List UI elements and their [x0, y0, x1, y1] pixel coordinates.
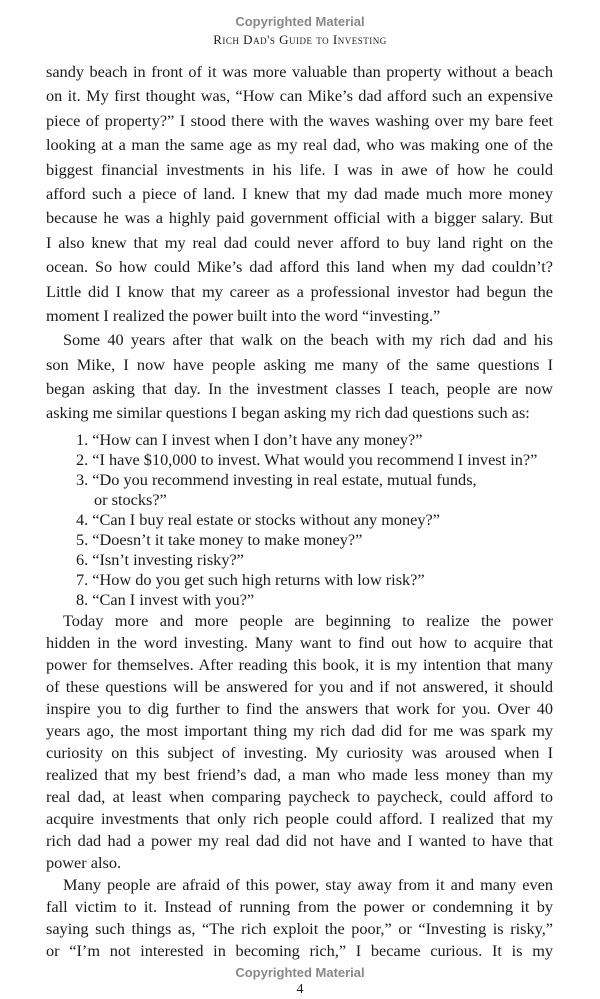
- copyright-watermark-bottom: Copyrighted Material: [235, 965, 365, 980]
- page-body: [46, 60, 553, 962]
- text-line: Little did I know that my career as a professional investor had begun the: [46, 281, 553, 301]
- list-item: 5. “Doesn’t it take money to make money?”: [76, 529, 363, 549]
- page-number: 4: [296, 982, 304, 997]
- text-line: asking me similar questions I began asking my rich dad questions such as:: [46, 403, 530, 423]
- text-line: sandy beach in front of it was more valuable than property without a beach: [46, 62, 553, 81]
- list-item: 1. “How can I invest when I don’t have any money?”: [76, 429, 423, 449]
- text-line: years ago, the most important thing my rich dad did for me was spark my: [46, 720, 553, 740]
- list-item: 3. “Do you recommend investing in real estate, mutual funds,: [76, 469, 477, 489]
- text-line: or “I’m not interested in becoming rich,” I became curious. It is my: [46, 940, 553, 960]
- list-item: 2. “I have $10,000 to invest. What would you recommend I invest in?”: [76, 449, 538, 469]
- paragraph: [46, 328, 553, 426]
- list-item: 4. “Can I buy real estate or stocks without any money?”: [76, 509, 440, 529]
- text-line: piece of property?” I stood there with the waves washing over my bare feet: [46, 110, 553, 130]
- list-item: or stocks?”: [94, 489, 167, 509]
- text-line: power also.: [46, 852, 122, 872]
- text-line: moment I realized the power built into the word “investing.”: [46, 305, 441, 325]
- paragraph: [46, 874, 553, 962]
- paragraph: [46, 610, 553, 874]
- text-line: ocean. So how could Mike’s dad afford this land when my dad couldn’t?: [46, 257, 553, 277]
- text-line: Some 40 years after that walk on the beach with my rich dad and his: [63, 330, 553, 350]
- text-line: of these questions will be answered for you and if not answered, it should: [46, 676, 553, 696]
- paragraphs-before: [46, 60, 553, 426]
- text-line: Many people are afraid of this power, stay away from it and many even: [63, 874, 553, 894]
- paragraphs-after: [46, 610, 553, 962]
- list-item: 8. “Can I invest with you?”: [76, 589, 255, 609]
- text-line: on it. My first thought was, “How can Mike’s dad afford such an expensive: [46, 86, 553, 106]
- running-head: Rich Dad's Guide to Investing: [213, 32, 387, 47]
- list-item: 6. “Isn’t investing risky?”: [76, 549, 244, 569]
- text-line: realized that my best friend’s dad, a man who made less money than my: [46, 764, 553, 784]
- list-item: 7. “How do you get such high returns with low risk?”: [76, 569, 425, 589]
- text-line: because he was a highly paid government official with a bigger salary. But: [46, 208, 553, 228]
- text-line: saying such things as, “The rich exploit the poor,” or “Investing is risky,”: [46, 918, 553, 938]
- text-line: hidden in the word investing. Many want to find out how to acquire that: [46, 632, 553, 652]
- paragraph: [46, 60, 553, 328]
- text-line: looking at a man the same age as my real dad, who was making one of the: [46, 135, 553, 155]
- text-line: Today more and more people are beginning to realize the power: [63, 610, 553, 630]
- copyright-watermark-top: Copyrighted Material: [235, 14, 365, 29]
- text-line: fall victim to it. Instead of running from the power or condemning it by: [46, 896, 553, 916]
- text-line: curiosity on this subject of investing. My curiosity was aroused when I: [46, 742, 553, 762]
- text-line: son Mike, I now have people asking me many of the same questions I: [46, 354, 553, 374]
- text-line: afford such a piece of land. I knew that my dad made much more money: [46, 183, 553, 203]
- text-line: inspire you to dig further to find the answers that work for you. Over 40: [46, 698, 553, 718]
- question-list: [46, 430, 553, 610]
- text-line: rich dad had a power my real dad did not have and I wanted to have that: [46, 830, 553, 850]
- text-line: acquire investments that only rich people could afford. I realized that my: [46, 808, 553, 828]
- text-line: began asking that day. In the investment classes I teach, people are now: [46, 379, 553, 399]
- text-line: I also knew that my real dad could never afford to buy land right on the: [46, 232, 553, 252]
- text-line: biggest financial investments in his life. I was in awe of how he could: [46, 159, 553, 179]
- text-line: real dad, at least when comparing paycheck to paycheck, could afford to: [46, 786, 553, 806]
- text-line: power for themselves. After reading this book, it is my intention that many: [46, 654, 553, 674]
